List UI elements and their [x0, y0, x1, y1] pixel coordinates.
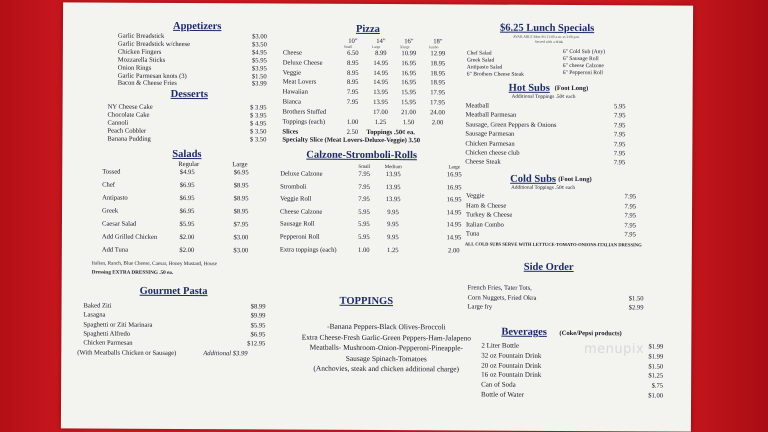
pasta-additional-price: Additional $3.99 — [203, 350, 248, 358]
beverages-note: (Coke/Pepsi products) — [559, 329, 622, 338]
calzone-price: 7.95 — [358, 196, 370, 204]
salad-dressing-line1: Italian, Ranch, Blue Cheese, Caesar, Honey Mustard, House — [91, 260, 217, 268]
pizza-price: 21.00 — [401, 108, 416, 116]
salad-regular-price: $6.95 — [179, 194, 195, 203]
pizza-item: Brothers Stuffed — [282, 108, 327, 116]
appetizer-item: Mozzarella Sticks — [117, 56, 166, 64]
beverages-title: Beverages — [501, 326, 547, 338]
pizza-price: 1.50 — [402, 118, 415, 126]
beverage-price: $1.99 — [648, 343, 664, 351]
dessert-item: Cannoli — [107, 119, 129, 127]
hot-subs-title: Hot Subs — [508, 82, 550, 94]
salad-large-price: $6.95 — [233, 169, 249, 177]
hot-sub-price: 7.95 — [613, 131, 626, 139]
pizza-price: 24.00 — [430, 109, 445, 117]
pizza-size: 16" — [404, 38, 414, 46]
hot-sub-item: Sausage Parmesan — [465, 130, 515, 138]
topping-line: (Anchovies, steak and chicken additional charge) — [313, 364, 460, 374]
calzone-price: 9.95 — [387, 221, 399, 229]
lunch-item: Chef Salad — [466, 50, 492, 57]
cold-sub-price: 7.95 — [624, 193, 637, 201]
salad-large-price: $3.00 — [233, 234, 249, 242]
cold-subs-note: (Foot Long) — [558, 175, 592, 184]
topping-line: Meatballs- Mushroom-Onion-Pepperoni-Pineapple- — [309, 342, 463, 353]
salad-item: Caesar Salad — [101, 220, 137, 228]
salad-regular-price: $6.95 — [179, 181, 195, 190]
pizza-slice-price: 2.50 — [346, 128, 359, 136]
calzone-item: Cheese Calzone — [280, 208, 323, 216]
hot-sub-item: Cheese Steak — [465, 158, 501, 167]
cold-sub-price: 7.95 — [624, 212, 637, 220]
pizza-price: 7.95 — [346, 98, 359, 106]
pizza-price: 16.95 — [401, 79, 417, 87]
pizza-size-label: Xlarge — [399, 45, 410, 50]
dessert-price: $ 3.95 — [250, 112, 267, 120]
salad-large-price: $8.95 — [233, 208, 249, 216]
salads-title: Salads — [172, 148, 202, 161]
salad-item: Tossed — [102, 168, 121, 176]
cold-sub-item: Ham & Cheese — [466, 201, 507, 210]
gourmet-pasta-title: Gourmet Pasta — [139, 285, 208, 298]
lunch-item: Greek Salad — [466, 57, 495, 64]
dessert-item: NY Cheese Cake — [107, 103, 153, 111]
calzone-col: Small — [358, 164, 371, 170]
side-item: Large fry — [467, 303, 493, 311]
hot-sub-price: 7.95 — [613, 159, 626, 167]
calzone-price: 2.00 — [448, 246, 460, 255]
pizza-price: 8.95 — [346, 69, 359, 77]
cold-sub-price: 7.95 — [624, 221, 636, 229]
salad-large-price: $8.95 — [233, 195, 249, 203]
calzone-col: Medium — [384, 165, 402, 171]
pizza-slices-label: Slices — [282, 128, 299, 136]
pasta-price: $12.95 — [247, 340, 266, 348]
pasta-item: Baked Ziti — [83, 302, 112, 310]
hot-sub-price: 7.95 — [613, 112, 626, 120]
pizza-price: 15.95 — [401, 99, 417, 107]
calzone-price: 7.95 — [358, 183, 370, 191]
calzone-item: Stromboli — [280, 183, 307, 191]
hot-sub-item: Sausage, Green Peppers & Onions — [465, 121, 557, 129]
calzone-col: Large — [448, 165, 461, 171]
pizza-item: Toppings (each) — [282, 118, 326, 126]
pizza-toppings-each: Toppings .50¢ ea. — [366, 128, 415, 137]
calzone-price: 5.95 — [358, 233, 370, 241]
beverage-price: $1.00 — [648, 392, 664, 400]
calzone-item: Pepperoni Roll — [279, 233, 320, 241]
lunch-item: 6" Pepperoni Roll — [562, 69, 603, 77]
calzone-price: 16.95 — [446, 183, 462, 192]
hot-sub-item: Chicken Parmesan — [465, 140, 515, 148]
pizza-price: 13.95 — [373, 89, 389, 97]
watermark: menupix — [584, 342, 645, 357]
appetizer-price: $3.50 — [252, 41, 267, 49]
pizza-price: 17.00 — [373, 108, 388, 116]
calzone-price: 5.95 — [358, 221, 370, 229]
pasta-price: $9.99 — [250, 312, 266, 320]
hot-sub-price: 7.95 — [613, 150, 626, 158]
beverage-price: $1.25 — [648, 372, 664, 380]
pizza-price: 18.95 — [430, 79, 446, 87]
pizza-item: Hawaiian — [282, 88, 308, 96]
pizza-size: 14" — [376, 37, 386, 46]
salad-regular-price: $5.95 — [179, 220, 195, 229]
pizza-price: 17.95 — [430, 99, 446, 107]
cold-sub-price: 7.95 — [624, 202, 637, 210]
pizza-price: 12.99 — [430, 50, 446, 58]
pizza-price: 18.95 — [430, 69, 446, 77]
salad-regular-price: $4.95 — [179, 168, 195, 177]
cold-subs-title: Cold Subs — [510, 173, 557, 185]
appetizer-price: $3.00 — [252, 33, 267, 41]
calzone-price: 9.95 — [387, 208, 399, 216]
cold-sub-item: Italian Combo — [465, 220, 504, 229]
pizza-price: 8.95 — [347, 59, 359, 67]
beverage-item: 16 oz Fountain Drink — [481, 370, 542, 380]
pasta-item: Lasagna — [83, 311, 106, 319]
pizza-size: 18" — [433, 38, 443, 46]
lunch-item: Antipasto Salad — [466, 64, 503, 71]
dessert-item: Peach Cobbler — [107, 127, 147, 135]
appetizer-price: $3.95 — [251, 64, 267, 73]
lunch-item: 6" Sausage Roll — [562, 55, 599, 63]
pizza-specialty-slice: Specialty Slice (Meat Lovers-Deluxe-Veggie) 3.50 — [282, 136, 421, 145]
calzone-price: 13.95 — [385, 171, 401, 179]
lunch-served: Served with a drink — [534, 39, 564, 44]
pasta-price: $6.95 — [250, 331, 266, 339]
beverage-item: Bottle of Water — [481, 390, 524, 399]
appetizer-item: Garlic Breadstick w/cheese — [117, 40, 191, 48]
pizza-price: 8.95 — [346, 79, 359, 87]
lunch-title: $6.25 Lunch Specials — [499, 22, 595, 35]
lunch-item: 6" Cold Sub (Any) — [562, 48, 606, 56]
pizza-item: Veggie — [282, 69, 302, 77]
salads-col-large: Large — [232, 161, 248, 169]
salad-large-price: $7.95 — [233, 221, 249, 229]
topping-line: -Banana Peppers-Black Olives-Broccoli — [327, 321, 446, 332]
cold-sub-item: Veggie — [466, 192, 485, 200]
pizza-price: 2.00 — [431, 118, 444, 126]
side-order-title: Side Order — [523, 261, 574, 274]
salad-item: Antipasto — [102, 194, 128, 202]
pasta-item: Chicken Parmesan — [83, 339, 133, 347]
side-item: French Fries, Tater Tots, — [467, 284, 532, 292]
beverage-item: 32 oz Fountain Drink — [481, 351, 542, 360]
pizza-item: Bianca — [282, 98, 301, 106]
pizza-price: 16.95 — [401, 69, 417, 77]
calzone-price: 14.95 — [446, 234, 462, 242]
pizza-size: 10" — [348, 37, 358, 45]
topping-line: Extra Cheese-Fresh Garlic-Green Peppers-Ham-Jalapeno — [301, 332, 472, 343]
pizza-size-label: Small — [343, 44, 353, 49]
calzone-item: Sausage Roll — [279, 220, 315, 229]
dessert-item: Chocolate Cake — [107, 111, 150, 119]
hot-sub-item: Meatball Parmesan — [465, 111, 517, 120]
appetizer-item: Chicken Fingers — [117, 48, 162, 56]
dessert-price: $ 3.50 — [249, 128, 267, 136]
salad-large-price: $8.95 — [233, 182, 249, 190]
lunch-item: 6" Brothers Cheese Steak — [466, 71, 524, 78]
salad-regular-price: $2.00 — [179, 233, 195, 242]
pizza-price: 8.99 — [375, 49, 387, 58]
pizza-price: 15.95 — [401, 89, 417, 97]
topping-line: Sausage Spinach-Tomatoes — [345, 353, 427, 364]
calzone-price: 13.95 — [385, 196, 401, 204]
dessert-price: $ 4.95 — [249, 120, 267, 128]
salad-dressing-line2: Dressing EXTRA DRESSING .50 ea. — [91, 269, 174, 276]
pizza-price: 14.95 — [373, 59, 389, 67]
hot-subs-additional: Additional Toppings .50¢ each — [511, 93, 576, 101]
calzone-price: 1.25 — [387, 246, 399, 254]
calzone-price: 14.95 — [446, 209, 462, 217]
appetizers-title: Appetizers — [172, 20, 222, 33]
pizza-price: 16.95 — [401, 59, 417, 68]
pizza-size-label: Jumbo — [428, 45, 439, 50]
pizza-item: Deluxe Cheese — [282, 59, 323, 67]
toppings-title: TOPPINGS — [339, 295, 394, 308]
dessert-price: $ 3.95 — [250, 104, 267, 112]
beverage-item: 2 Liter Bottle — [481, 341, 520, 350]
cold-subs-additional: Additional Toppings .50¢ each — [511, 184, 575, 192]
appetizer-price: $1.50 — [251, 72, 267, 80]
calzone-price: 16.95 — [446, 171, 462, 179]
calzone-price: 13.95 — [385, 183, 401, 191]
pasta-price: $8.99 — [250, 303, 266, 311]
pizza-price: 14.95 — [373, 69, 389, 77]
salad-item: Add Grilled Chicken — [101, 233, 158, 241]
calzone-price: 1.00 — [358, 246, 370, 254]
beverage-item: 20 oz Fountain Drink — [481, 361, 542, 370]
pizza-title: Pizza — [355, 23, 380, 36]
beverage-price: $.75 — [651, 382, 664, 390]
hot-sub-price: 5.95 — [614, 103, 626, 111]
appetizer-price: $4.95 — [251, 49, 267, 57]
pizza-item: Meat Lovers — [282, 78, 317, 87]
cold-sub-item: Turkey & Cheese — [465, 211, 513, 219]
side-price: $1.50 — [628, 294, 644, 302]
pizza-price: 1.25 — [374, 118, 387, 126]
pizza-price: 10.99 — [401, 50, 417, 58]
calzone-price: 14.95 — [446, 221, 462, 229]
pizza-price: 7.95 — [346, 89, 359, 97]
pasta-item: Spaghetti Alfredo — [83, 330, 131, 338]
salad-item: Greek — [102, 207, 119, 215]
lunch-item: 6" cheese Calzone — [562, 62, 604, 70]
dessert-item: Banana Pudding — [107, 135, 151, 143]
salad-item: Add Tuna — [101, 246, 129, 254]
hot-subs-note: (Foot Long) — [554, 84, 589, 93]
calzone-item: Veggie Roll — [280, 195, 312, 203]
cold-sub-price: 7.95 — [624, 231, 636, 239]
beverage-price: $1.99 — [648, 353, 664, 361]
beverage-item: Can of Soda — [481, 380, 516, 389]
pizza-price: 1.00 — [346, 118, 359, 126]
pizza-price: 13.95 — [373, 98, 389, 107]
salad-regular-price: $6.95 — [179, 207, 195, 216]
calzone-item: Extra toppings (each) — [279, 246, 337, 254]
pasta-meatballs-note: (With Meatballs Chicken or Sausage) — [77, 349, 177, 357]
hot-sub-price: 7.95 — [613, 140, 626, 148]
pizza-price: 18.95 — [430, 60, 446, 68]
pizza-item: Cheese — [282, 49, 302, 57]
salad-item: Chef — [102, 181, 116, 189]
hot-sub-item: Meatball — [465, 102, 490, 110]
appetizer-item: Onion Rings — [117, 64, 152, 72]
pizza-size-label: Large — [371, 44, 381, 50]
hot-sub-price: 7.95 — [613, 122, 626, 130]
calzone-price: 5.95 — [358, 208, 370, 216]
menu-paper — [61, 2, 693, 431]
appetizer-item: Bacon & Cheese Fries — [117, 80, 177, 88]
side-price: $2.99 — [628, 304, 644, 312]
hot-sub-item: Chicken cheese club — [465, 149, 520, 157]
pizza-price: 6.50 — [347, 49, 359, 57]
calzone-price: 16.95 — [446, 196, 462, 204]
pizza-price: 17.95 — [430, 89, 446, 97]
calzone-price: 9.95 — [387, 234, 399, 242]
salad-large-price: $3.00 — [233, 247, 249, 255]
calzone-title: Calzone-Stromboli-Rolls — [306, 149, 417, 162]
cold-subs-all-serve: ALL COLD SUBS SERVE WITH LETTUCE-TOMATO-ONIONS-ITALIAN DRESSING — [464, 241, 642, 248]
salad-regular-price: $2.00 — [179, 246, 195, 255]
calzone-price: 7.95 — [358, 170, 371, 178]
lunch-availability: AVAILABLE Mon-Fri 11:00 a.m. to 3:00 p.m. — [512, 34, 580, 40]
salads-col-regular: Regular — [178, 160, 200, 169]
calzone-item: Deluxe Calzone — [280, 170, 323, 178]
desserts-title: Desserts — [170, 88, 208, 101]
pasta-item: Spaghetti or Ziti Marinara — [83, 321, 153, 329]
beverage-price: $1.50 — [648, 363, 664, 371]
pasta-price: $5.95 — [250, 321, 266, 330]
appetizer-price: $3.99 — [251, 80, 267, 88]
appetizer-price: $5.95 — [251, 57, 267, 65]
appetizer-item: Garlic Breadstick — [117, 32, 165, 40]
dessert-price: $ 3.50 — [249, 135, 267, 144]
side-item: Corn Nuggets, Fried Okra — [467, 293, 537, 302]
cold-sub-item: Tuna — [465, 230, 480, 238]
pizza-price: 14.95 — [373, 79, 389, 87]
appetizer-item: Garlic Parmesan knots (3) — [117, 72, 187, 80]
